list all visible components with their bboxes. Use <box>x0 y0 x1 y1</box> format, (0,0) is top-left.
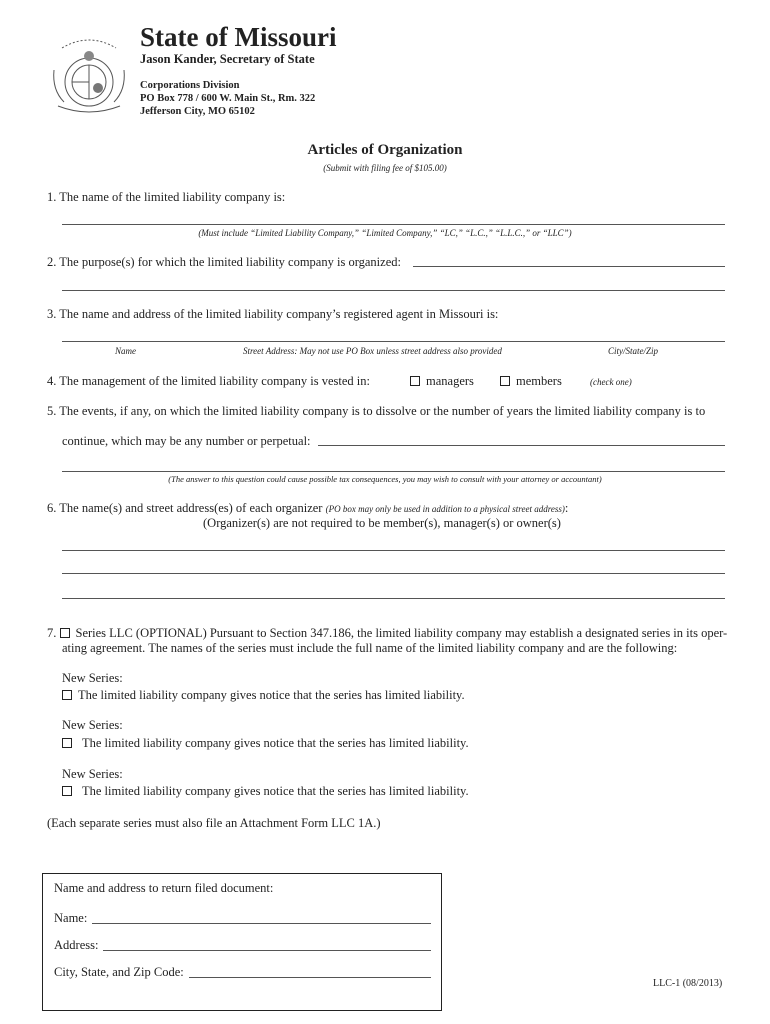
q3-col-name: Name <box>115 346 136 356</box>
division-city: Jefferson City, MO 65102 <box>140 106 255 117</box>
series-title-3: New Series: <box>62 767 123 781</box>
q5-note: (The answer to this question could cause possible tax consequences, you may wish to consult with your attorney or accountant) <box>168 474 602 484</box>
return-name-field[interactable] <box>92 910 431 924</box>
series-notice-2[interactable]: The limited liability company gives notice that the series has limited liability. <box>62 736 469 751</box>
form-title: Articles of Organization <box>307 142 463 158</box>
q3-col-street: Street Address: May not use PO Box unless street address also provided <box>243 346 502 356</box>
q7-label: 7. Series LLC (OPTIONAL) Pursuant to Section 347.186, the limited liability company may establish a designated series in its oper- <box>47 626 728 640</box>
checkbox-members[interactable] <box>500 376 510 386</box>
fee-note: (Submit with filing fee of $105.00) <box>323 163 447 173</box>
q4-option-managers[interactable] <box>410 374 474 389</box>
checkbox-managers[interactable] <box>410 376 420 386</box>
q4-note: (check one) <box>590 377 632 387</box>
series-footer: (Each separate series must also file an Attachment Form LLC 1A.) <box>47 816 381 830</box>
q1-note: (Must include “Limited Liability Company,” “Limited Company,” “LC,” “L.C.,” “L.L.C.,” or “LLC”) <box>198 228 572 238</box>
header-title: State of Missouri <box>140 22 337 52</box>
division-name: Corporations Division <box>140 80 240 91</box>
q5-label: 5. The events, if any, on which the limited liability company is to dissolve or the number of years the limited liability company is to <box>47 404 706 418</box>
q3-agent-field[interactable] <box>62 328 725 342</box>
q4-option-members[interactable] <box>500 374 562 389</box>
q7-label-2: ating agreement. The names of the series must include the full name of the limited liability company and are the following: <box>62 641 678 655</box>
members-label: members <box>516 374 562 388</box>
secretary-name: Jason Kander, Secretary of State <box>140 52 315 66</box>
series-notice-1[interactable]: The limited liability company gives notice that the series has limited liability. <box>62 688 465 703</box>
series-llc-checkbox[interactable] <box>60 628 70 638</box>
series-checkbox-1[interactable] <box>62 690 72 700</box>
return-address-box <box>42 873 442 1011</box>
organizer-field-3[interactable] <box>62 585 725 599</box>
return-address-field[interactable] <box>103 937 431 951</box>
series-checkbox-3[interactable] <box>62 786 72 796</box>
q2-purpose-field[interactable] <box>413 253 725 267</box>
return-city-field[interactable] <box>189 964 431 978</box>
q1-label: 1. The name of the limited liability company is: <box>47 190 286 204</box>
return-box-title: Name and address to return filed document: <box>54 881 274 895</box>
q5-label-2: continue, which may be any number or perpetual: <box>62 434 311 448</box>
q6-label: 6. The name(s) and street address(es) of each organizer (PO box may only be used in addition to a physical street address): <box>47 501 569 515</box>
q3-label: 3. The name and address of the limited liability company’s registered agent in Missouri is: <box>47 307 499 321</box>
q1-company-name-field[interactable] <box>62 211 725 225</box>
return-city-label: City, State, and Zip Code: <box>54 965 184 979</box>
organizer-field-2[interactable] <box>62 560 725 574</box>
q3-col-city: City/State/Zip <box>608 346 659 356</box>
series-title-2: New Series: <box>62 718 123 732</box>
q5-duration-field-2[interactable] <box>62 458 725 472</box>
series-notice-3[interactable]: The limited liability company gives notice that the series has limited liability. <box>62 784 469 799</box>
q2-purpose-field-2[interactable] <box>62 277 725 291</box>
return-address-label: Address: <box>54 938 99 952</box>
division-address: PO Box 778 / 600 W. Main St., Rm. 322 <box>140 93 316 104</box>
series-title-1: New Series: <box>62 671 123 685</box>
q6-sub: (Organizer(s) are not required to be member(s), manager(s) or owner(s) <box>203 516 561 530</box>
form-id: LLC-1 (08/2013) <box>653 978 723 989</box>
state-seal <box>48 30 130 122</box>
return-name-label: Name: <box>54 911 88 925</box>
series-checkbox-2[interactable] <box>62 738 72 748</box>
organizer-field-1[interactable] <box>62 537 725 551</box>
q4-label: 4. The management of the limited liability company is vested in: <box>47 374 370 388</box>
q2-label: 2. The purpose(s) for which the limited liability company is organized: <box>47 255 401 269</box>
q5-duration-field[interactable] <box>318 432 725 446</box>
managers-label: managers <box>426 374 474 388</box>
